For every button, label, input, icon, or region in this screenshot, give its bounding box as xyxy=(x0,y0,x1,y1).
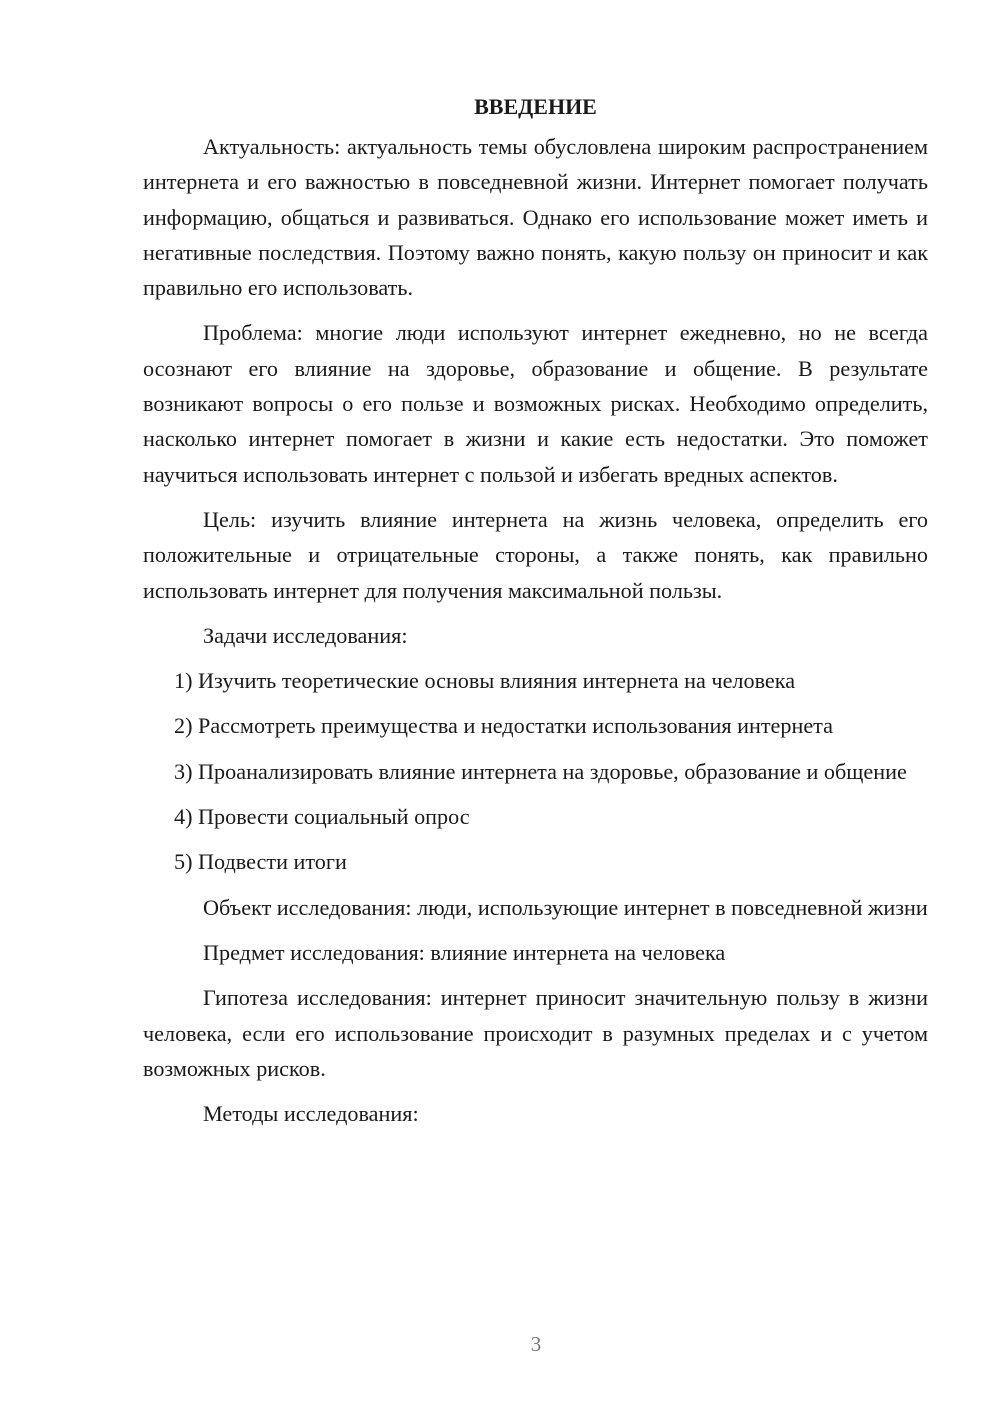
task-item: 3) Проанализировать влияние интернета на здоровье, образование и общение xyxy=(174,758,907,784)
document-page xyxy=(143,90,928,1141)
subject-paragraph: Предмет исследования: влияние интернета на человека xyxy=(203,939,726,965)
page-number: 3 xyxy=(530,1332,542,1356)
task-item: 1) Изучить теоретические основы влияния интернета на человека xyxy=(174,668,796,694)
goal-paragraph: Цель: изучить влияние интернета на жизнь человека, определить его положительные и отрицательные стороны, а также понять, как правильно использовать интернет для получения максимальной пользы. xyxy=(143,506,928,603)
hypothesis-paragraph: Гипотеза исследования: интернет приносит значительную пользу в жизни человека, если его использование происходит в разумных пределах и с учетом возможных рисков. xyxy=(143,985,928,1081)
methods-paragraph: Методы исследования: xyxy=(203,1101,419,1127)
page-title: ВВЕДЕНИЕ xyxy=(474,94,597,119)
task-item: 5) Подвести итоги xyxy=(174,849,347,875)
task-item: 4) Провести социальный опрос xyxy=(174,804,470,830)
relevance-paragraph: Актуальность: актуальность темы обусловлена широким распространением интернета и его важностью в повседневной жизни. Интернет помогает получать информацию, общаться и развиваться. Однако его использование может иметь и негативные последствия. Поэтому важно понять, какую пользу он приносит и как правильно его использовать. xyxy=(143,134,928,301)
object-paragraph: Объект исследования: люди, использующие интернет в повседневной жизни xyxy=(203,894,928,920)
tasks-heading: Задачи исследования: xyxy=(203,622,408,648)
task-item: 2) Рассмотреть преимущества и недостатки использования интернета xyxy=(174,713,833,739)
problem-paragraph: Проблема: многие люди используют интернет ежедневно, но не всегда осознают его влияние на здоровье, образование и общение. В результате возникают вопросы о его пользе и возможных рисках. Необходимо определить, насколько интернет помогает в жизни и какие есть недостатки. Это поможет научиться использовать интернет с пользой и избегать вредных аспектов. xyxy=(143,320,928,487)
